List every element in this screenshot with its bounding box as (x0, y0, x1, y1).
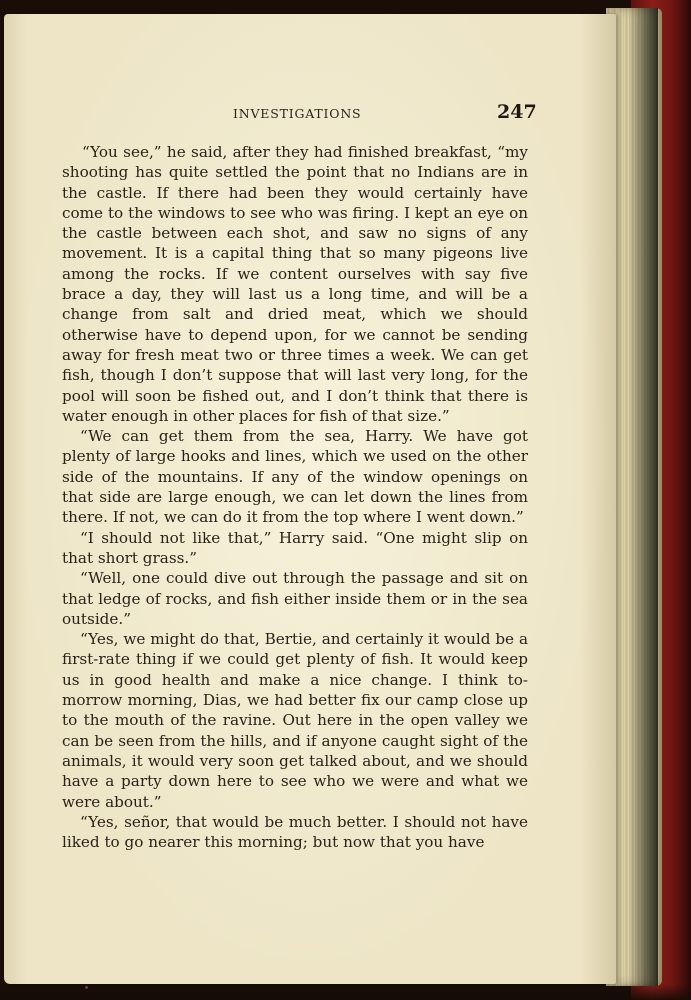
page-number: 247 (497, 101, 537, 123)
running-title: INVESTIGATIONS (233, 106, 362, 121)
body-text (62, 142, 528, 852)
paragraph: “Well, one could dive out through the passage and sit on that ledge of rocks, and fish either inside them or in the sea outside.” (62, 569, 528, 628)
paragraph: “Yes, we might do that, Bertie, and certainly it would be a first-rate thing if we could get plenty of fish. It would keep us in good health and make a nice change. I think to-morrow morning, Dias, we had better fix our camp close up to the mouth of the ravine. Out here in the open valley we can be seen from the hills, and if anyone caught sight of the animals, it would very soon get talked about, and we should have a party down here to see who we were and what we were about.” (62, 630, 528, 811)
paragraph: “I should not like that,” Harry said. “One might slip on that short grass.” (62, 528, 528, 567)
book-page (4, 14, 616, 984)
bottom-shadow (0, 984, 691, 1000)
paragraph: “Yes, señor, that would be much better. I should not have liked to go nearer this morning; but now that you have (62, 812, 528, 852)
paragraph: “You see,” he said, after they had finished breakfast, “my shooting has quite settled the point that no Indians are in the castle. If there had been they would certainly have come to the windows to see who was firing. I kept an eye on the castle between each shot, and saw no signs of any movement. It is a capital thing that so many pigeons live among the rocks. If we content ourselves with say five brace a day, they will last us a long time, and will be a change from salt and dried meat, which we should otherwise have to depend upon, for we cannot be sending away for fresh meat two or three times a week. We can get fish, though I don’t suppose that will last very long, for the pool will soon be fished out, and I don’t think that there is water enough in other places for fish of that size.” (62, 143, 528, 425)
paragraph: “We can get them from the sea, Harry. We have got plenty of large hooks and lines, which we used on the other side of the mountains. If any of the window openings on that side are large enough, we can let down the lines from there. If not, we can do it from the top where I went down.” (62, 427, 528, 527)
page-header (4, 101, 616, 136)
